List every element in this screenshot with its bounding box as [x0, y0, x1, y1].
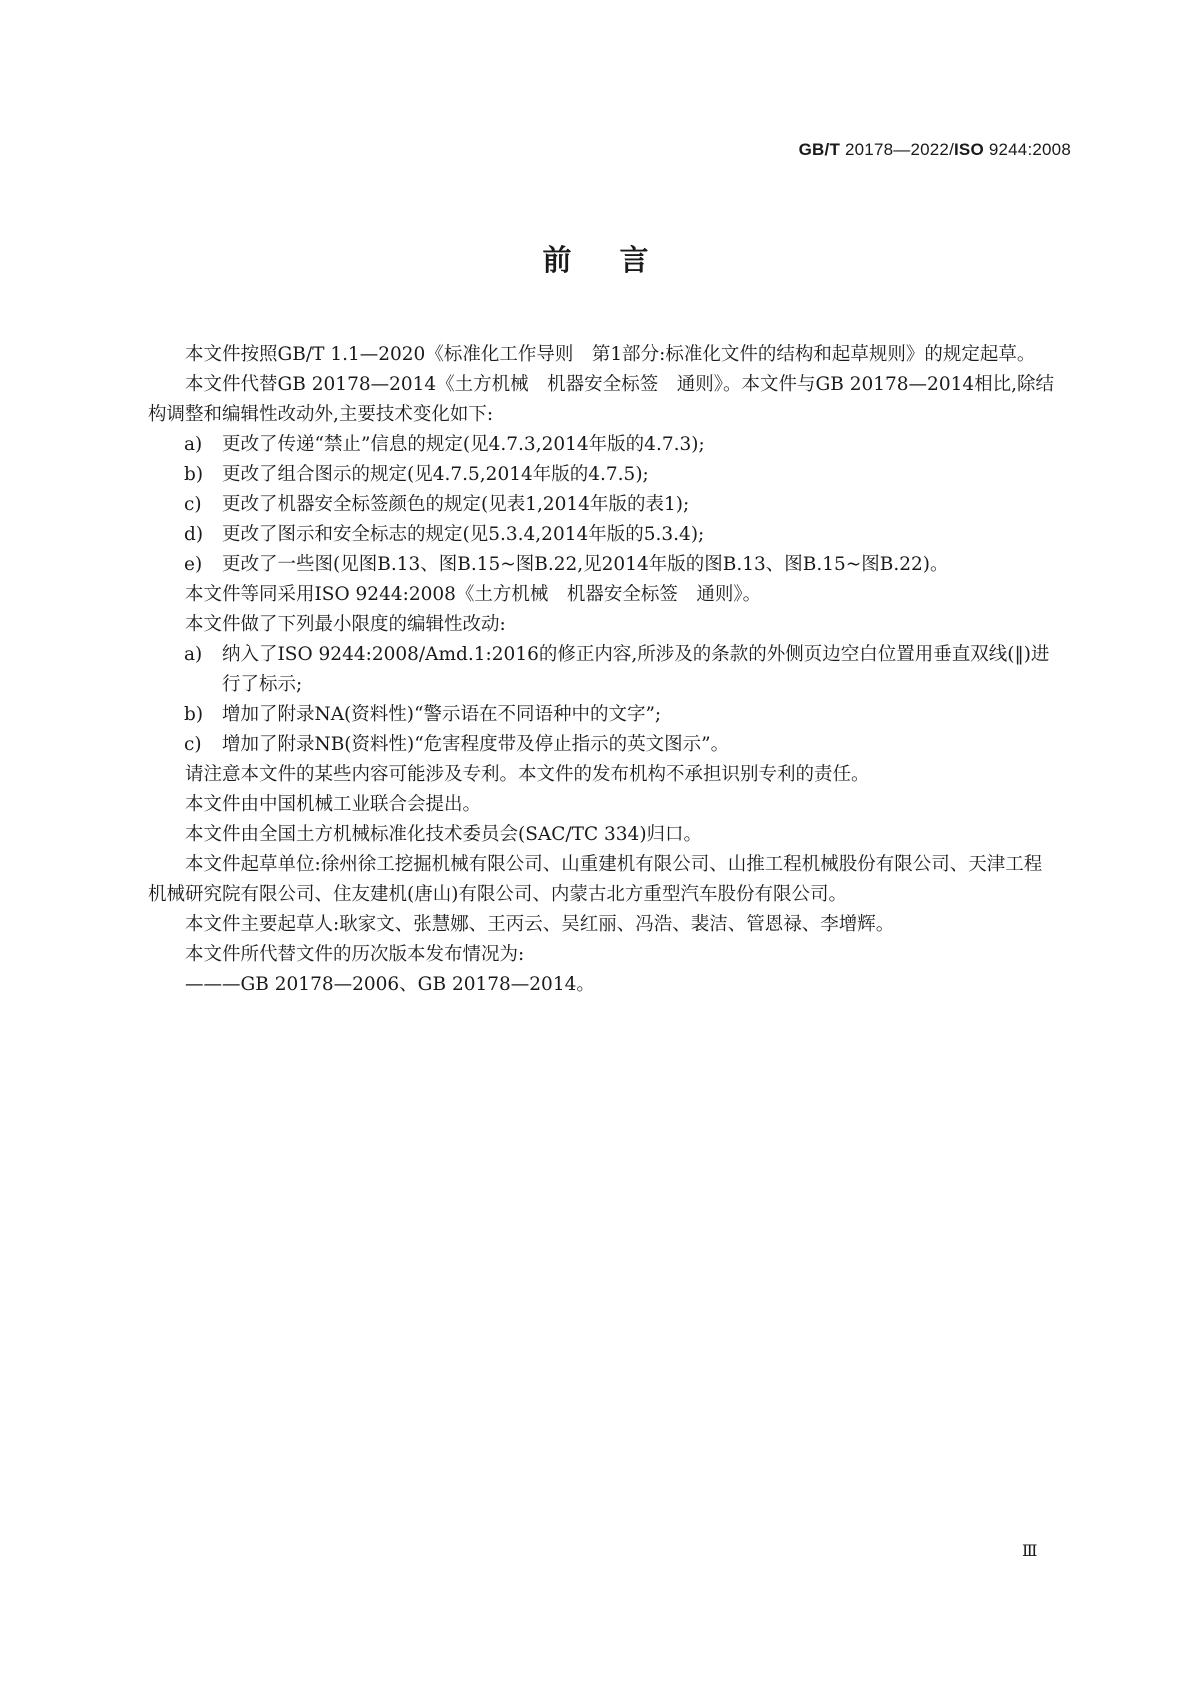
list-text: 更改了传递“禁止”信息的规定(见4.7.3,2014年版的4.7.3); — [222, 434, 705, 455]
list-marker: c) — [184, 734, 202, 755]
paragraph-history-versions: ———GB 20178—2006、GB 20178—2014。 — [185, 974, 595, 995]
paragraph-drafting-units: 本文件起草单位:徐州徐工挖掘机械有限公司、山重建机有限公司、山推工程机械股份有限公司、天津工程机械研究院有限公司、住友建机(唐山)有限公司、内蒙古北方重型汽车股份有限公司。 — [148, 854, 1043, 905]
paragraph-drafting-rules: 本文件按照GB/T 1.1—2020《标准化工作导则 第1部分:标准化文件的结构和起草规则》的规定起草。 — [185, 344, 1036, 365]
list-text: 更改了一些图(见图B.13、图B.15~图B.22,见2014年版的图B.13、图B.15~图B.22)。 — [222, 554, 949, 575]
list-marker: a) — [184, 434, 203, 455]
standard-number-header — [799, 140, 1071, 160]
list-text: 更改了组合图示的规定(见4.7.5,2014年版的4.7.5); — [222, 464, 649, 485]
list-marker: e) — [184, 554, 203, 575]
list-marker: c) — [184, 494, 202, 515]
page-number: Ⅲ — [1022, 1541, 1038, 1560]
list-marker: a) — [184, 644, 203, 665]
paragraph-editorial-changes: 本文件做了下列最小限度的编辑性改动: — [185, 614, 506, 635]
list-marker: d) — [184, 524, 204, 545]
paragraph-history-intro: 本文件所代替文件的历次版本发布情况为: — [185, 944, 525, 965]
foreword-body — [148, 340, 1058, 1000]
list-marker: b) — [184, 464, 204, 485]
list-item — [148, 640, 1058, 700]
list-item — [148, 730, 1058, 760]
list-item — [148, 460, 1058, 490]
list-item — [148, 520, 1058, 550]
list-item — [148, 700, 1058, 730]
list-text: 增加了附录NB(资料性)“危害程度带及停止指示的英文图示”。 — [222, 734, 730, 755]
list-marker: b) — [184, 704, 204, 725]
paragraph-proposed-by: 本文件由中国机械工业联合会提出。 — [185, 794, 482, 815]
list-text: 更改了机器安全标签颜色的规定(见表1,2014年版的表1); — [222, 494, 690, 515]
paragraph-patent-notice: 请注意本文件的某些内容可能涉及专利。本文件的发布机构不承担识别专利的责任。 — [185, 764, 870, 785]
list-item — [148, 430, 1058, 460]
paragraph-managed-by: 本文件由全国土方机械标准化技术委员会(SAC/TC 334)归口。 — [185, 824, 703, 845]
iso-prefix: ISO — [954, 140, 984, 159]
list-item — [148, 550, 1058, 580]
list-text: 增加了附录NA(资料性)“警示语在不同语种中的文字”; — [222, 704, 662, 725]
std-number: 20178—2022/ — [844, 140, 954, 159]
paragraph-identical-adoption: 本文件等同采用ISO 9244:2008《土方机械 机器安全标签 通则》。 — [185, 584, 762, 605]
iso-number: 9244:2008 — [988, 140, 1071, 159]
std-prefix: GB/T — [798, 140, 841, 159]
page-title: 前言 — [542, 243, 697, 277]
paragraph-replaces: 本文件代替GB 20178—2014《土方机械 机器安全标签 通则》。本文件与GB 20178—2014相比,除结构调整和编辑性改动外,主要技术变化如下: — [148, 374, 1055, 425]
paragraph-drafters: 本文件主要起草人:耿家文、张慧娜、王丙云、吴红丽、冯浩、裴洁、管恩禄、李增辉。 — [185, 914, 895, 935]
list-text: 纳入了ISO 9244:2008/Amd.1:2016的修正内容,所涉及的条款的外侧页边空白位置用垂直双线(‖)进行了标示; — [222, 644, 1050, 695]
list-text: 更改了图示和安全标志的规定(见5.3.4,2014年版的5.3.4); — [222, 524, 705, 545]
list-item — [148, 490, 1058, 520]
